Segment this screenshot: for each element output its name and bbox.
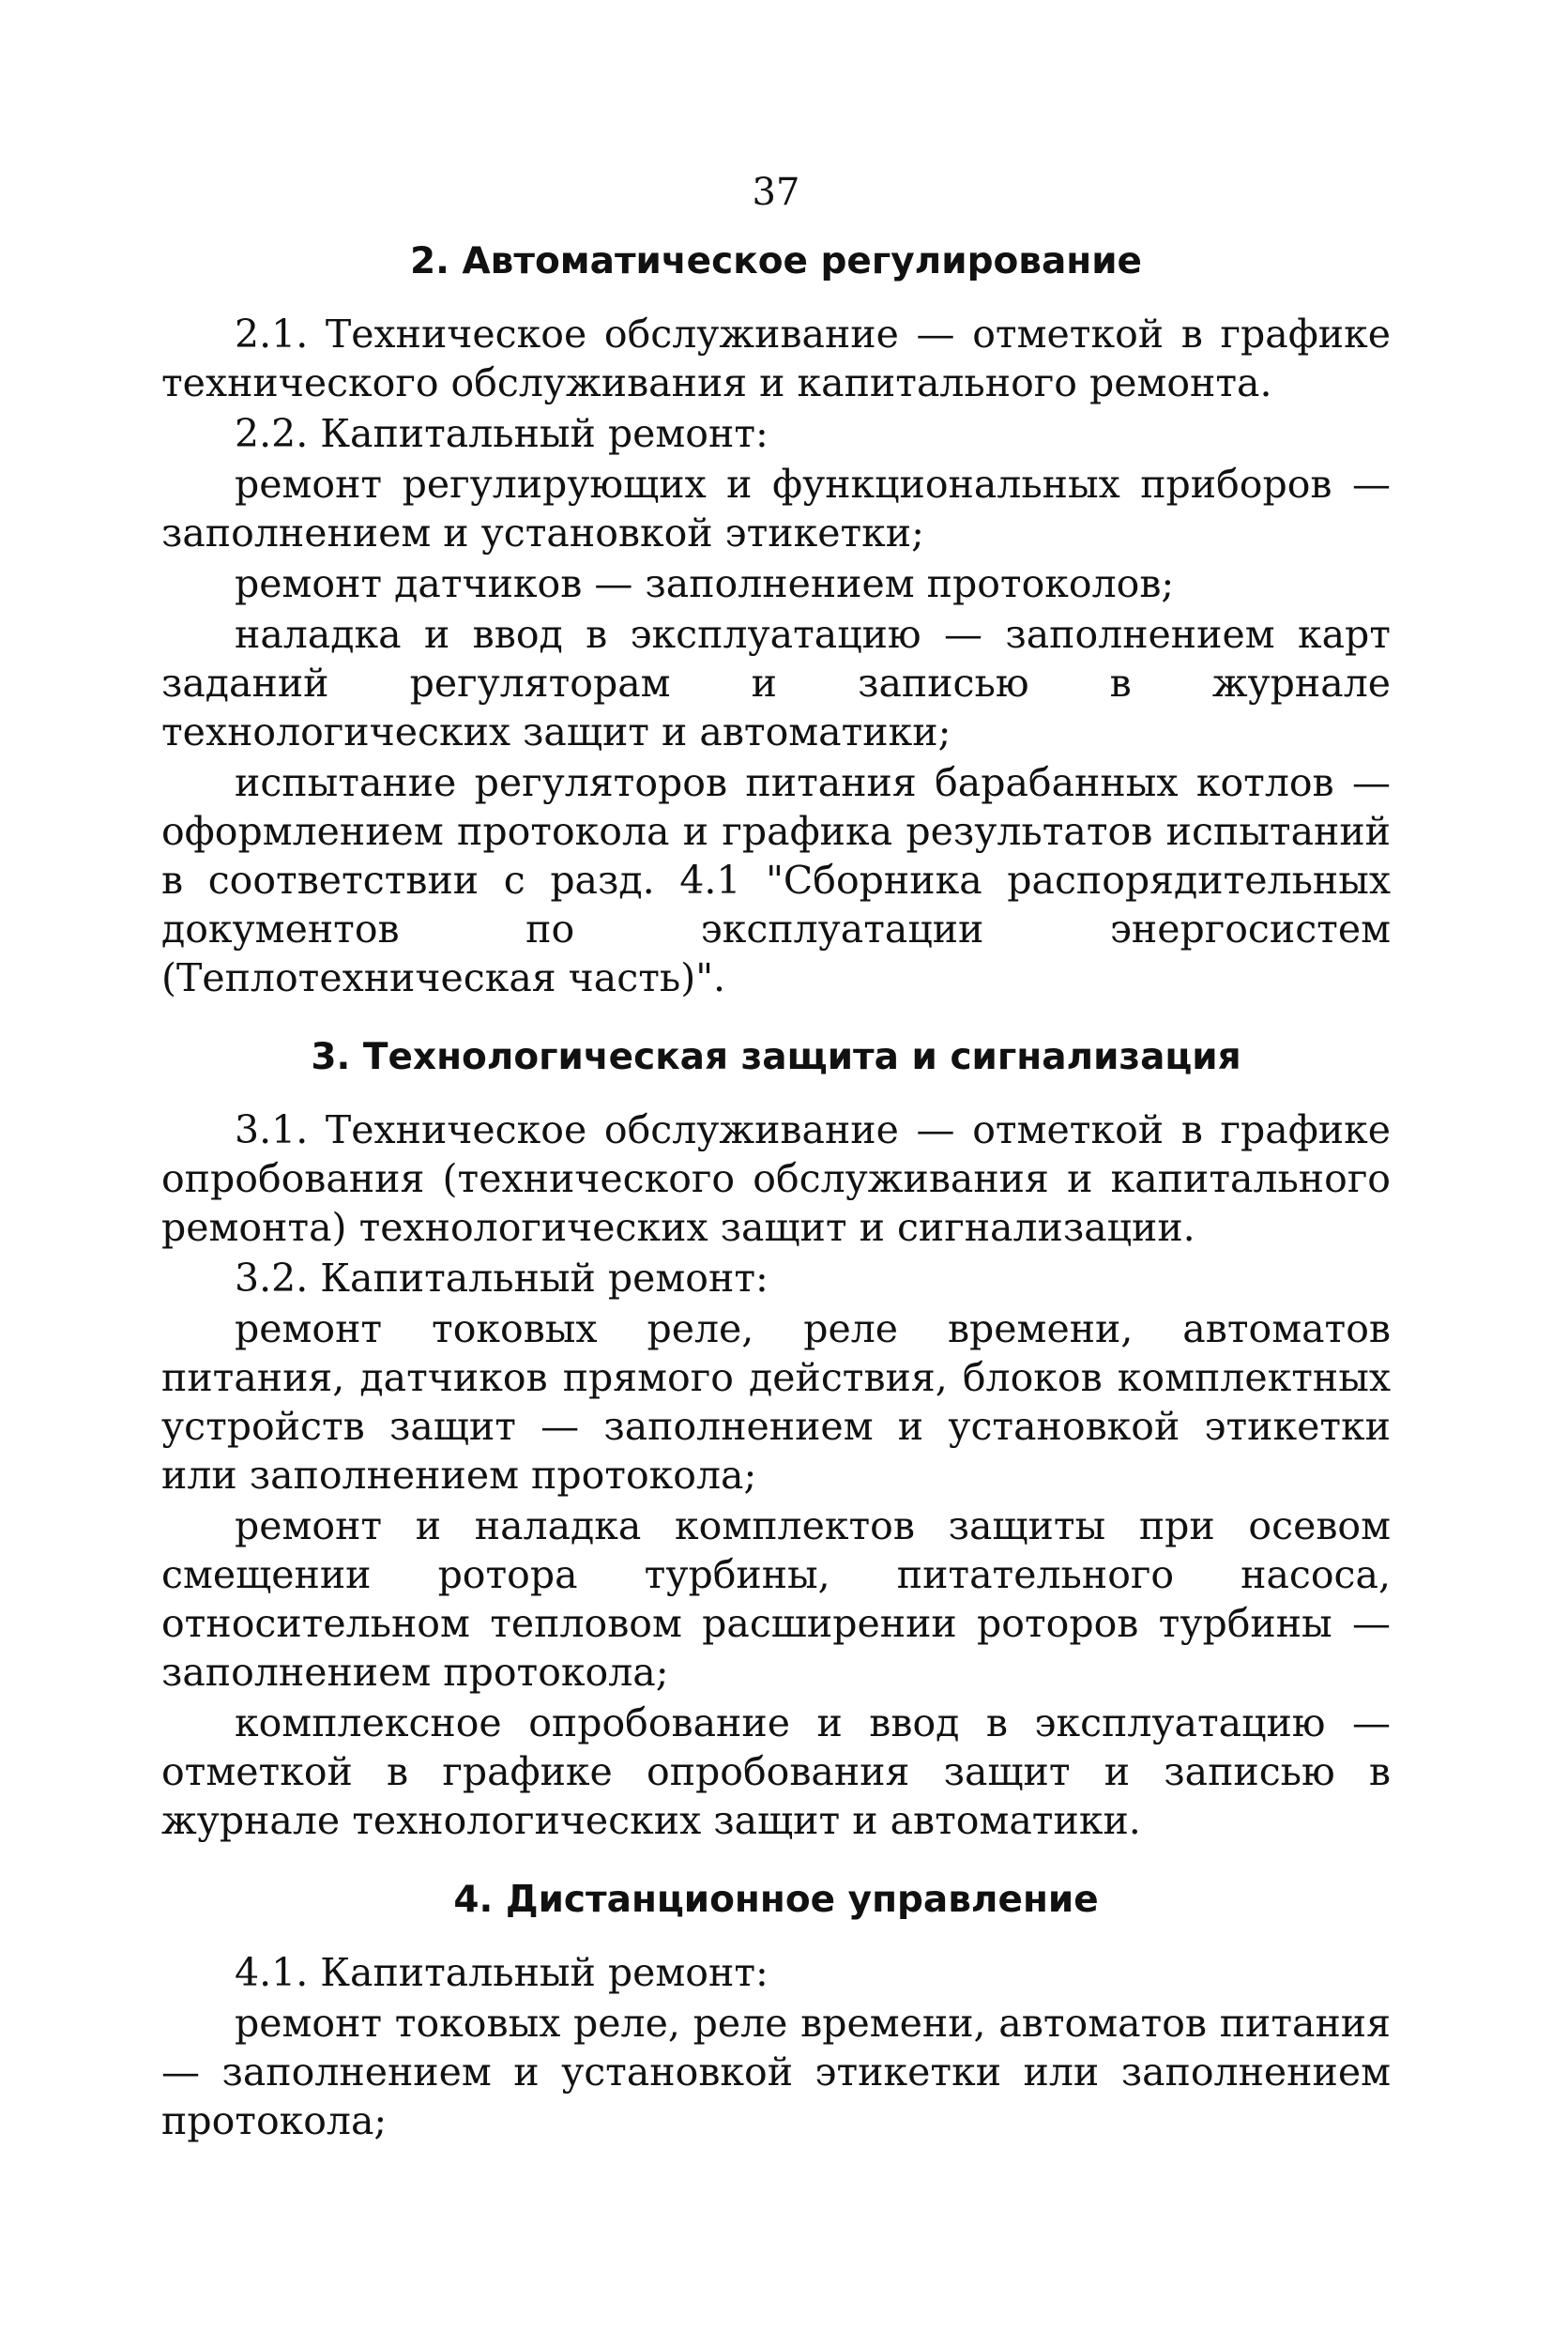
section-heading: 2. Автоматическое регулирование	[409, 240, 1143, 282]
paragraph: ремонт и наладка комплектов защиты при осевом смещении ротора турбины, питательного насоса, относительном тепловом расширении роторов турбины — заполнением протокола;	[161, 1503, 1391, 1695]
section-heading: 4. Дистанционное управление	[453, 1879, 1099, 1921]
paragraph: испытание регуляторов питания барабанных котлов — оформлением протокола и графика результатов испытаний в соответствии с разд. 4.1 "Сборника распорядительных документов по эксплуатации энергосистем (Теплотехническая часть)".	[161, 760, 1391, 1000]
paragraph: наладка и ввод в эксплуатацию — заполнением карт заданий регуляторам и записью в журнале технологических защит и автоматики;	[161, 612, 1391, 754]
paragraph: 2.2. Капитальный ремонт:	[235, 411, 769, 456]
section-heading: 3. Технологическая защита и сигнализация	[311, 1036, 1241, 1078]
paragraph: ремонт датчиков — заполнением протоколов;	[235, 561, 1175, 606]
page-number: 37	[752, 171, 800, 214]
document-page	[161, 169, 1391, 2147]
paragraph: 2.1. Техническое обслуживание — отметкой в графике технического обслуживания и капитального ремонта.	[161, 312, 1391, 405]
section-remote-control	[161, 1877, 1391, 2145]
paragraph: ремонт регулирующих и функциональных приборов — заполнением и установкой этикетки;	[161, 462, 1391, 556]
paragraph: комплексное опробование и ввод в эксплуатацию — отметкой в графике опробования защит и записью в журнале технологических защит и автоматики.	[161, 1700, 1391, 1843]
section-technological-protection	[161, 1034, 1391, 1845]
paragraph: ремонт токовых реле, реле времени, автоматов питания, датчиков прямого действия, блоков комплектных устройств защит — заполнением и установкой этикетки или заполнением протокола;	[161, 1306, 1391, 1498]
paragraph: ремонт токовых реле, реле времени, автоматов питания — заполнением и установкой этикетки или заполнением протокола;	[161, 2001, 1391, 2143]
paragraph: 4.1. Капитальный ремонт:	[235, 1950, 769, 1995]
paragraph: 3.2. Капитальный ремонт:	[235, 1256, 769, 1301]
section-automatic-regulation	[161, 238, 1391, 1002]
paragraph: 3.1. Техническое обслуживание — отметкой в графике опробования (технического обслуживания и капитального ремонта) технологических защит и сигнализации.	[161, 1107, 1391, 1250]
